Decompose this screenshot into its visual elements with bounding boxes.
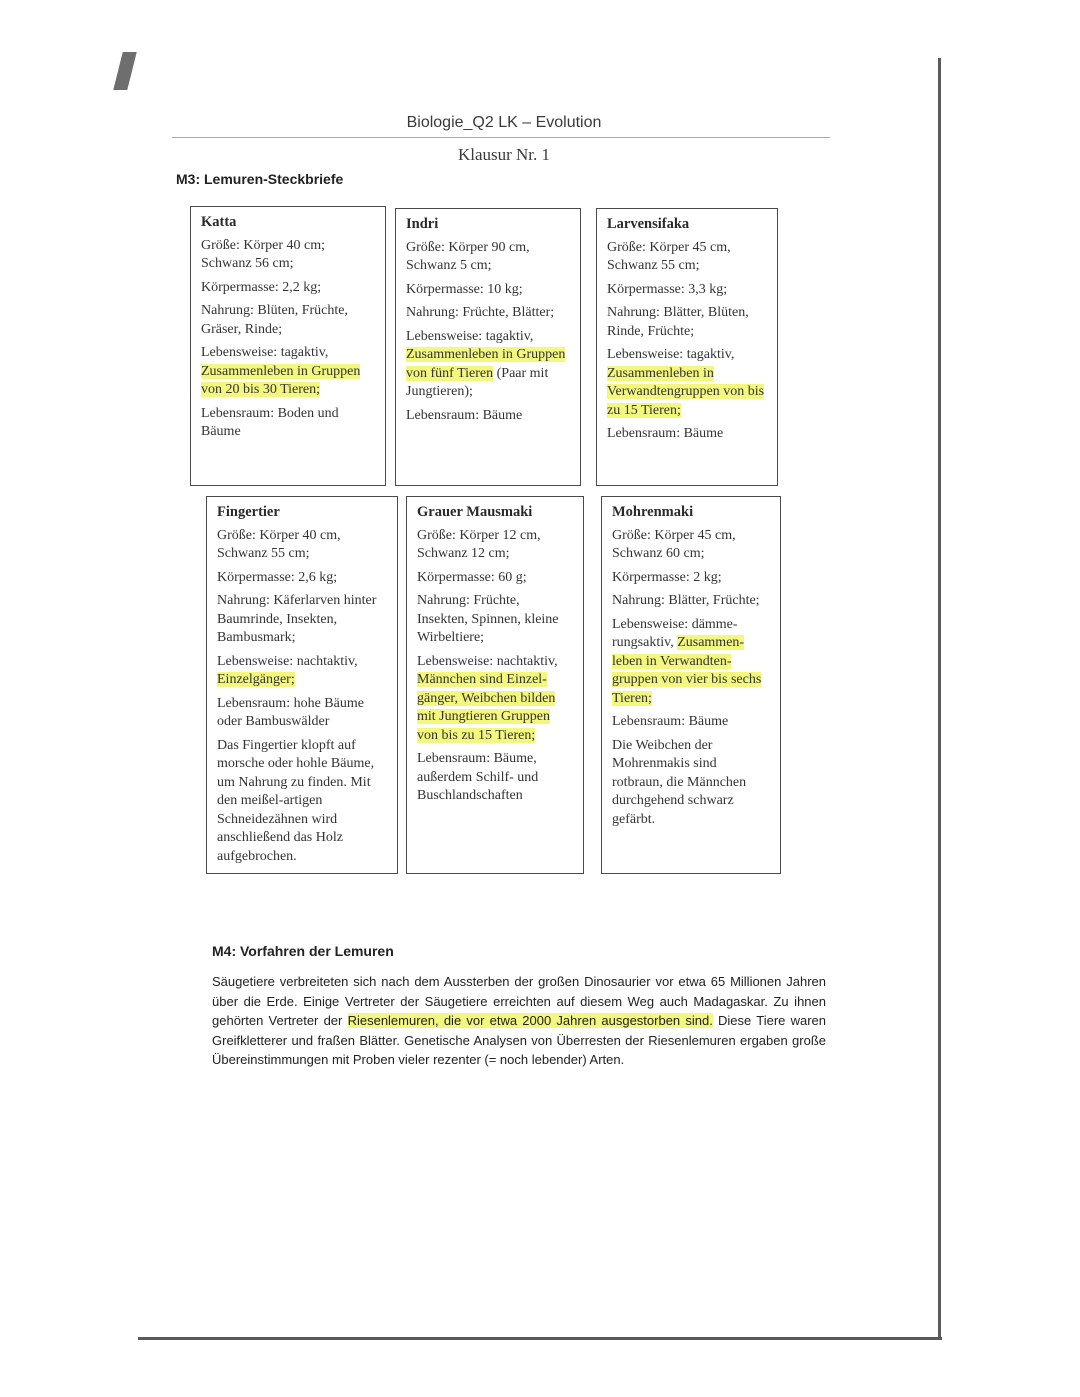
card-lebensweise-text: Lebensweise: nachtaktiv,: [217, 653, 358, 669]
card-name: Mohrenmaki: [612, 504, 694, 520]
card-lebensweise-highlight: Zusammenleben in Gruppen von fünf Tieren: [406, 347, 566, 381]
card-masse: Körpermasse: 60 g;: [417, 569, 527, 585]
card-name: Grauer Mausmaki: [417, 504, 533, 520]
card-masse: Körpermasse: 3,3 kg;: [607, 281, 728, 297]
card-masse: Körpermasse: 2,2 kg;: [201, 279, 322, 295]
header-rule: [172, 137, 830, 138]
card-name: Fingertier: [217, 504, 280, 520]
m4-text-highlight: Riesenlemuren, die vor etwa 2000 Jahren ausgestorben sind.: [347, 1013, 713, 1028]
card-groesse: Größe: Körper 90 cm, Schwanz 5 cm;: [406, 239, 530, 273]
card-lebensweise-highlight: Zusammen-leben in Verwandten-gruppen von vier bis sechs Tieren;: [612, 635, 762, 706]
card-lebensweise: [612, 616, 770, 709]
card-groesse: Größe: Körper 12 cm, Schwanz 12 cm;: [417, 527, 541, 561]
card-lebensraum: Lebensraum: Bäume, außerdem Schilf- und Buschlandschaften: [417, 751, 539, 803]
card-nahrung: Nahrung: Blätter, Früchte;: [612, 593, 760, 608]
m3-title: M3: Lemuren-Steckbriefe: [176, 171, 344, 187]
paper-edge-right: [938, 58, 941, 1340]
card-lebensweise: [417, 653, 573, 746]
card-lebensraum: Lebensraum: Bäume: [406, 407, 523, 423]
card-nahrung: Nahrung: Früchte, Insekten, Spinnen, kleine Wirbeltiere;: [417, 593, 559, 645]
card-larvensifaka: [596, 208, 778, 486]
card-lebensweise-text: Lebensweise: tagaktiv,: [201, 345, 329, 360]
card-lebensweise: [201, 344, 375, 400]
card-groesse: Größe: Körper 40 cm, Schwanz 55 cm;: [217, 527, 341, 561]
card-lebensweise-highlight: Zusammenleben in Verwandtengruppen von bis zu 15 Tieren;: [607, 365, 765, 418]
card-lebensweise-text: Lebensweise: nachtaktiv,: [417, 653, 558, 669]
card-lebensweise-text: Lebensweise: tagaktiv,: [406, 328, 534, 344]
card-grauer-mausmaki: [406, 496, 584, 874]
header-title: Biologie_Q2 LK – Evolution: [406, 114, 602, 131]
m4-text-1: Säugetiere verbreiteten sich nach dem Aussterben der großen Dinosaurier vor etwa 65 Millionen Jahren über die Erde. Einige Vertreter der Säugetiere erreichten auf diesem Weg auch Madagaskar. Zu ihnen gehörten Vertreter der: [212, 974, 826, 1028]
card-lebensweise: [217, 653, 387, 690]
card-masse: Körpermasse: 2,6 kg;: [217, 569, 338, 585]
card-lebensraum: Lebensraum: Bäume: [607, 426, 724, 441]
card-groesse: Größe: Körper 40 cm; Schwanz 56 cm;: [201, 237, 326, 271]
m4-title: M4: Vorfahren der Lemuren: [212, 943, 394, 959]
card-lebensweise: [607, 346, 767, 420]
card-extra: Das Fingertier klopft auf morsche oder hohle Bäume, um Nahrung zu finden. Mit den meißel-artigen Schneidezähnen wird anschließend das Holz aufgebrochen.: [217, 737, 375, 864]
card-name: Katta: [201, 214, 237, 230]
card-lebensweise-highlight: Zusammenleben in Gruppen von 20 bis 30 Tieren;: [201, 363, 361, 397]
card-nahrung: Nahrung: Früchte, Blätter;: [406, 305, 555, 320]
card-nahrung: Nahrung: Blüten, Früchte, Gräser, Rinde;: [201, 303, 348, 337]
scan-corner-mark: [113, 52, 136, 90]
card-lebensweise: [406, 328, 570, 402]
card-nahrung: Nahrung: Blätter, Blüten, Rinde, Früchte;: [607, 305, 749, 339]
card-fingertier: [206, 496, 398, 874]
card-nahrung: Nahrung: Käferlarven hinter Baumrinde, Insekten, Bambusmark;: [217, 593, 377, 645]
card-masse: Körpermasse: 2 kg;: [612, 569, 722, 585]
card-lebensweise-highlight: Männchen sind Einzel-gänger, Weibchen bilden mit Jungtieren Gruppen von bis zu 15 Tieren;: [417, 672, 556, 743]
card-mohrenmaki: [601, 496, 781, 874]
card-lebensraum: Lebensraum: hohe Bäume oder Bambuswälder: [217, 695, 364, 729]
m4-body: [212, 972, 826, 1070]
card-katta: [190, 206, 386, 486]
card-lebensraum: Lebensraum: Boden und Bäume: [201, 405, 339, 439]
card-lebensweise-text: Lebensweise: dämme-rungsaktiv,: [612, 616, 738, 650]
card-name: Larvensifaka: [607, 216, 690, 232]
card-lebensweise-text: Lebensweise: tagaktiv,: [607, 347, 735, 362]
card-lebensweise-rest: (Paar mit Jungtieren);: [406, 365, 549, 399]
paper-edge-bottom: [138, 1337, 942, 1340]
card-indri: [395, 208, 581, 486]
header-subtitle: Klausur Nr. 1: [457, 145, 551, 164]
card-lebensweise-highlight: Einzelgänger;: [217, 672, 295, 687]
card-name: Indri: [406, 216, 439, 232]
card-groesse: Größe: Körper 45 cm, Schwanz 60 cm;: [612, 527, 736, 561]
card-extra: Die Weibchen der Mohrenmakis sind rotbraun, die Männchen durchgehend schwarz gefärbt.: [612, 737, 747, 827]
card-groesse: Größe: Körper 45 cm, Schwanz 55 cm;: [607, 239, 731, 273]
card-lebensraum: Lebensraum: Bäume: [612, 714, 729, 729]
m4-text-2: Diese Tiere waren Greifkletterer und fraßen Blätter. Genetische Analysen von Überresten der Riesenlemuren ergaben große Übereinstimmungen mit Proben vieler rezenter (= noch lebender) Arten.: [212, 1013, 826, 1067]
card-masse: Körpermasse: 10 kg;: [406, 281, 523, 297]
